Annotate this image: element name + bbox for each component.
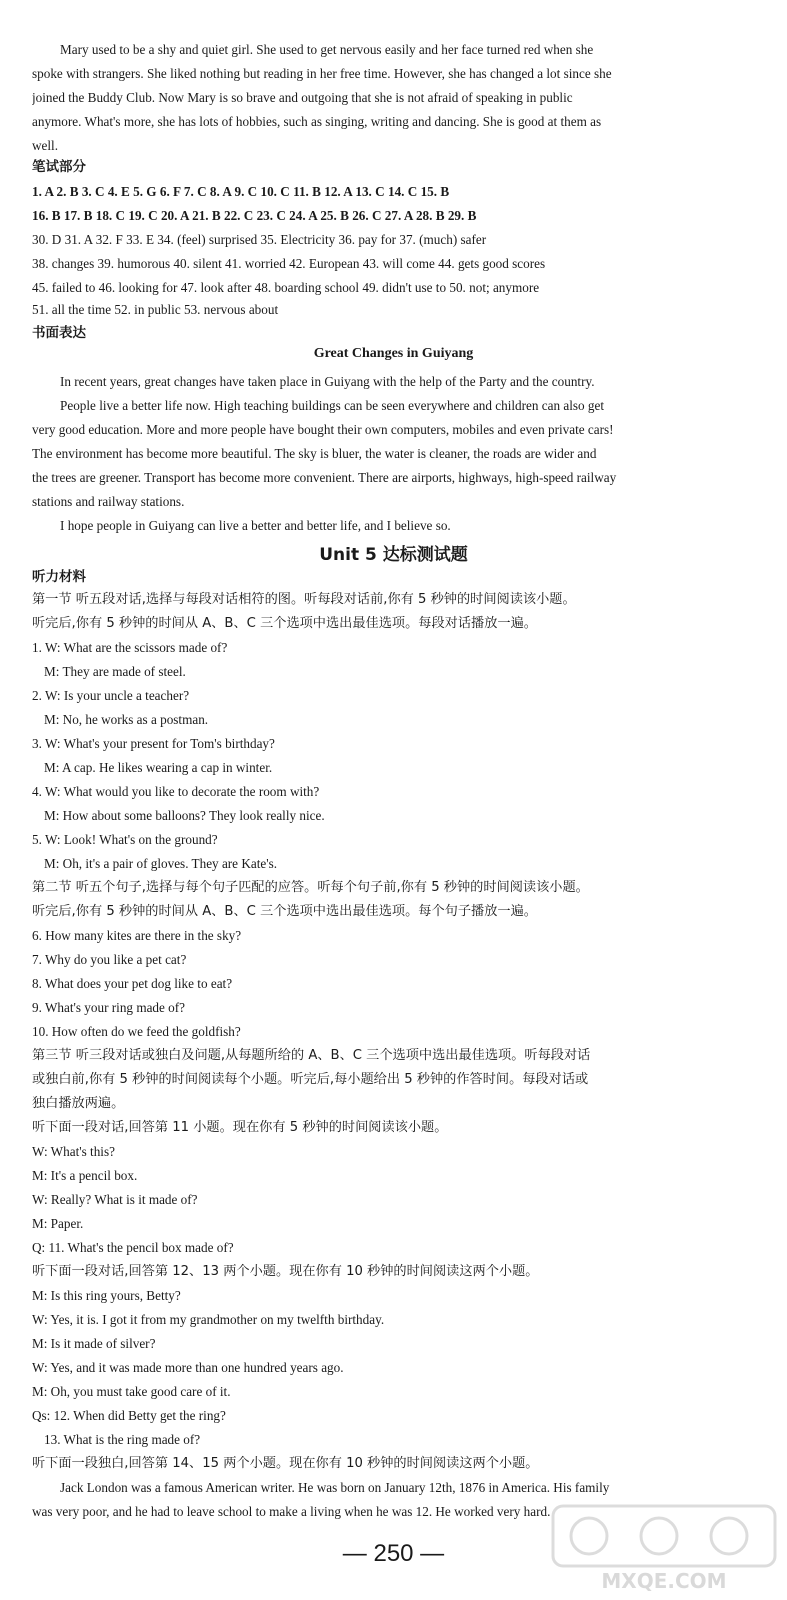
essay-line: I hope people in Guiyang can live a better and better life, and I believe so. [60, 518, 451, 533]
listening-heading: 听力材料 [32, 569, 86, 585]
listening-instruction: 听下面一段独白,回答第 14、15 两个小题。现在你有 10 秒钟的时间阅读这两个小题。 [32, 1456, 539, 1471]
answer-line: 30. D 31. A 32. F 33. E 34. (feel) surprised 35. Electricity 36. pay for 37. (much) safer [32, 232, 487, 247]
dialogue-line: 4. W: What would you like to decorate the room with? [32, 784, 320, 799]
passage-line: joined the Buddy Club. Now Mary is so brave and outgoing that she is not afraid of speaking in public [32, 90, 573, 105]
essay-line: very good education. More and more people have bought their own computers, mobiles and even private cars! [32, 422, 614, 437]
monologue-line: was very poor, and he had to leave school to make a living when he was 12. He worked very hard. [32, 1504, 551, 1519]
dialogue-line: 2. W: Is your uncle a teacher? [32, 688, 190, 703]
monologue-line: Jack London was a famous American writer. He was born on January 12th, 1876 in America. His family [60, 1480, 610, 1495]
watermark-logo [549, 1502, 779, 1594]
passage-line: anymore. What's more, she has lots of hobbies, such as singing, writing and dancing. She is good at them as [32, 114, 602, 129]
question-line: 10. How often do we feed the goldfish? [32, 1024, 241, 1039]
essay-line: stations and railway stations. [32, 494, 185, 509]
passage-line: Mary used to be a shy and quiet girl. She used to get nervous easily and her face turned red when she [60, 42, 594, 57]
dialogue-line: M: Is it made of silver? [32, 1336, 156, 1351]
section-intro: 听完后,你有 5 秒钟的时间从 A、B、C 三个选项中选出最佳选项。每个句子播放一遍。 [32, 904, 537, 919]
dialogue-line: W: Yes, and it was made more than one hundred years ago. [32, 1360, 344, 1375]
section-intro: 第一节 听五段对话,选择与每段对话相符的图。听每段对话前,你有 5 秒钟的时间阅读该小题。 [32, 592, 576, 607]
section-intro: 独白播放两遍。 [32, 1096, 125, 1111]
question-line: Qs: 12. When did Betty get the ring? [32, 1408, 226, 1423]
passage-line: well. [32, 138, 59, 153]
essay-title: Great Changes in Guiyang [313, 346, 474, 361]
essay-line: People live a better life now. High teaching buildings can be seen everywhere and children can also get [60, 398, 605, 413]
answer-line: 16. B 17. B 18. C 19. C 20. A 21. B 22. C 23. C 24. A 25. B 26. C 27. A 28. B 29. B [32, 208, 477, 223]
section-intro: 或独白前,你有 5 秒钟的时间阅读每个小题。听完后,每小题给出 5 秒钟的作答时间。每段对话或 [32, 1072, 589, 1087]
watermark-text: MXQE.COM [601, 1569, 727, 1593]
dialogue-line: M: Oh, it's a pair of gloves. They are Kate's. [44, 856, 278, 871]
listening-instruction: 听下面一段对话,回答第 11 小题。现在你有 5 秒钟的时间阅读该小题。 [32, 1120, 448, 1135]
section-intro: 听完后,你有 5 秒钟的时间从 A、B、C 三个选项中选出最佳选项。每段对话播放一遍。 [32, 616, 537, 631]
dialogue-line: M: They are made of steel. [44, 664, 186, 679]
dialogue-line: 1. W: What are the scissors made of? [32, 640, 228, 655]
dialogue-line: W: What's this? [32, 1144, 115, 1159]
essay-line: In recent years, great changes have taken place in Guiyang with the help of the Party and the country. [60, 374, 595, 389]
unit-title: Unit 5 达标测试题 [319, 545, 468, 565]
passage-line: spoke with strangers. She liked nothing but reading in her free time. However, she has changed a lot since she [32, 66, 612, 81]
dialogue-line: M: Is this ring yours, Betty? [32, 1288, 181, 1303]
dialogue-line: W: Yes, it is. I got it from my grandmother on my twelfth birthday. [32, 1312, 385, 1327]
essay-line: the trees are greener. Transport has become more convenient. There are airports, highways, high-speed railway [32, 470, 617, 485]
dialogue-line: W: Really? What is it made of? [32, 1192, 198, 1207]
question-line: 7. Why do you like a pet cat? [32, 952, 187, 967]
answer-line: 1. A 2. B 3. C 4. E 5. G 6. F 7. C 8. A 9. C 10. C 11. B 12. A 13. C 14. C 15. B [32, 184, 450, 199]
dialogue-line: M: No, he works as a postman. [44, 712, 209, 727]
answer-line: 45. failed to 46. looking for 47. look after 48. boarding school 49. didn't use to 50. not; anymore [32, 280, 540, 295]
dialogue-line: M: How about some balloons? They look really nice. [44, 808, 325, 823]
question-line: Q: 11. What's the pencil box made of? [32, 1240, 234, 1255]
dialogue-line: M: A cap. He likes wearing a cap in winter. [44, 760, 273, 775]
dialogue-line: M: It's a pencil box. [32, 1168, 138, 1183]
section-heading-writing: 书面表达 [32, 325, 86, 341]
section-intro: 第三节 听三段对话或独白及问题,从每题所给的 A、B、C 三个选项中选出最佳选项。听每段对话 [32, 1048, 591, 1063]
dialogue-line: 5. W: Look! What's on the ground? [32, 832, 218, 847]
question-line: 9. What's your ring made of? [32, 1000, 186, 1015]
question-line: 8. What does your pet dog like to eat? [32, 976, 233, 991]
dialogue-line: 3. W: What's your present for Tom's birthday? [32, 736, 275, 751]
essay-line: The environment has become more beautiful. The sky is bluer, the water is cleaner, the roads are wider and [32, 446, 597, 461]
page-number: — 250 — [342, 1540, 445, 1567]
answer-line: 51. all the time 52. in public 53. nervous about [32, 302, 279, 317]
dialogue-line: M: Paper. [32, 1216, 84, 1231]
listening-instruction: 听下面一段对话,回答第 12、13 两个小题。现在你有 10 秒钟的时间阅读这两个小题。 [32, 1264, 539, 1279]
section-intro: 第二节 听五个句子,选择与每个句子匹配的应答。听每个句子前,你有 5 秒钟的时间阅读该小题。 [32, 880, 589, 895]
section-heading-written: 笔试部分 [32, 159, 86, 175]
answer-line: 38. changes 39. humorous 40. silent 41. worried 42. European 43. will come 44. gets good scores [32, 256, 546, 271]
question-line: 6. How many kites are there in the sky? [32, 928, 242, 943]
dialogue-line: M: Oh, you must take good care of it. [32, 1384, 231, 1399]
question-line: 13. What is the ring made of? [44, 1432, 201, 1447]
